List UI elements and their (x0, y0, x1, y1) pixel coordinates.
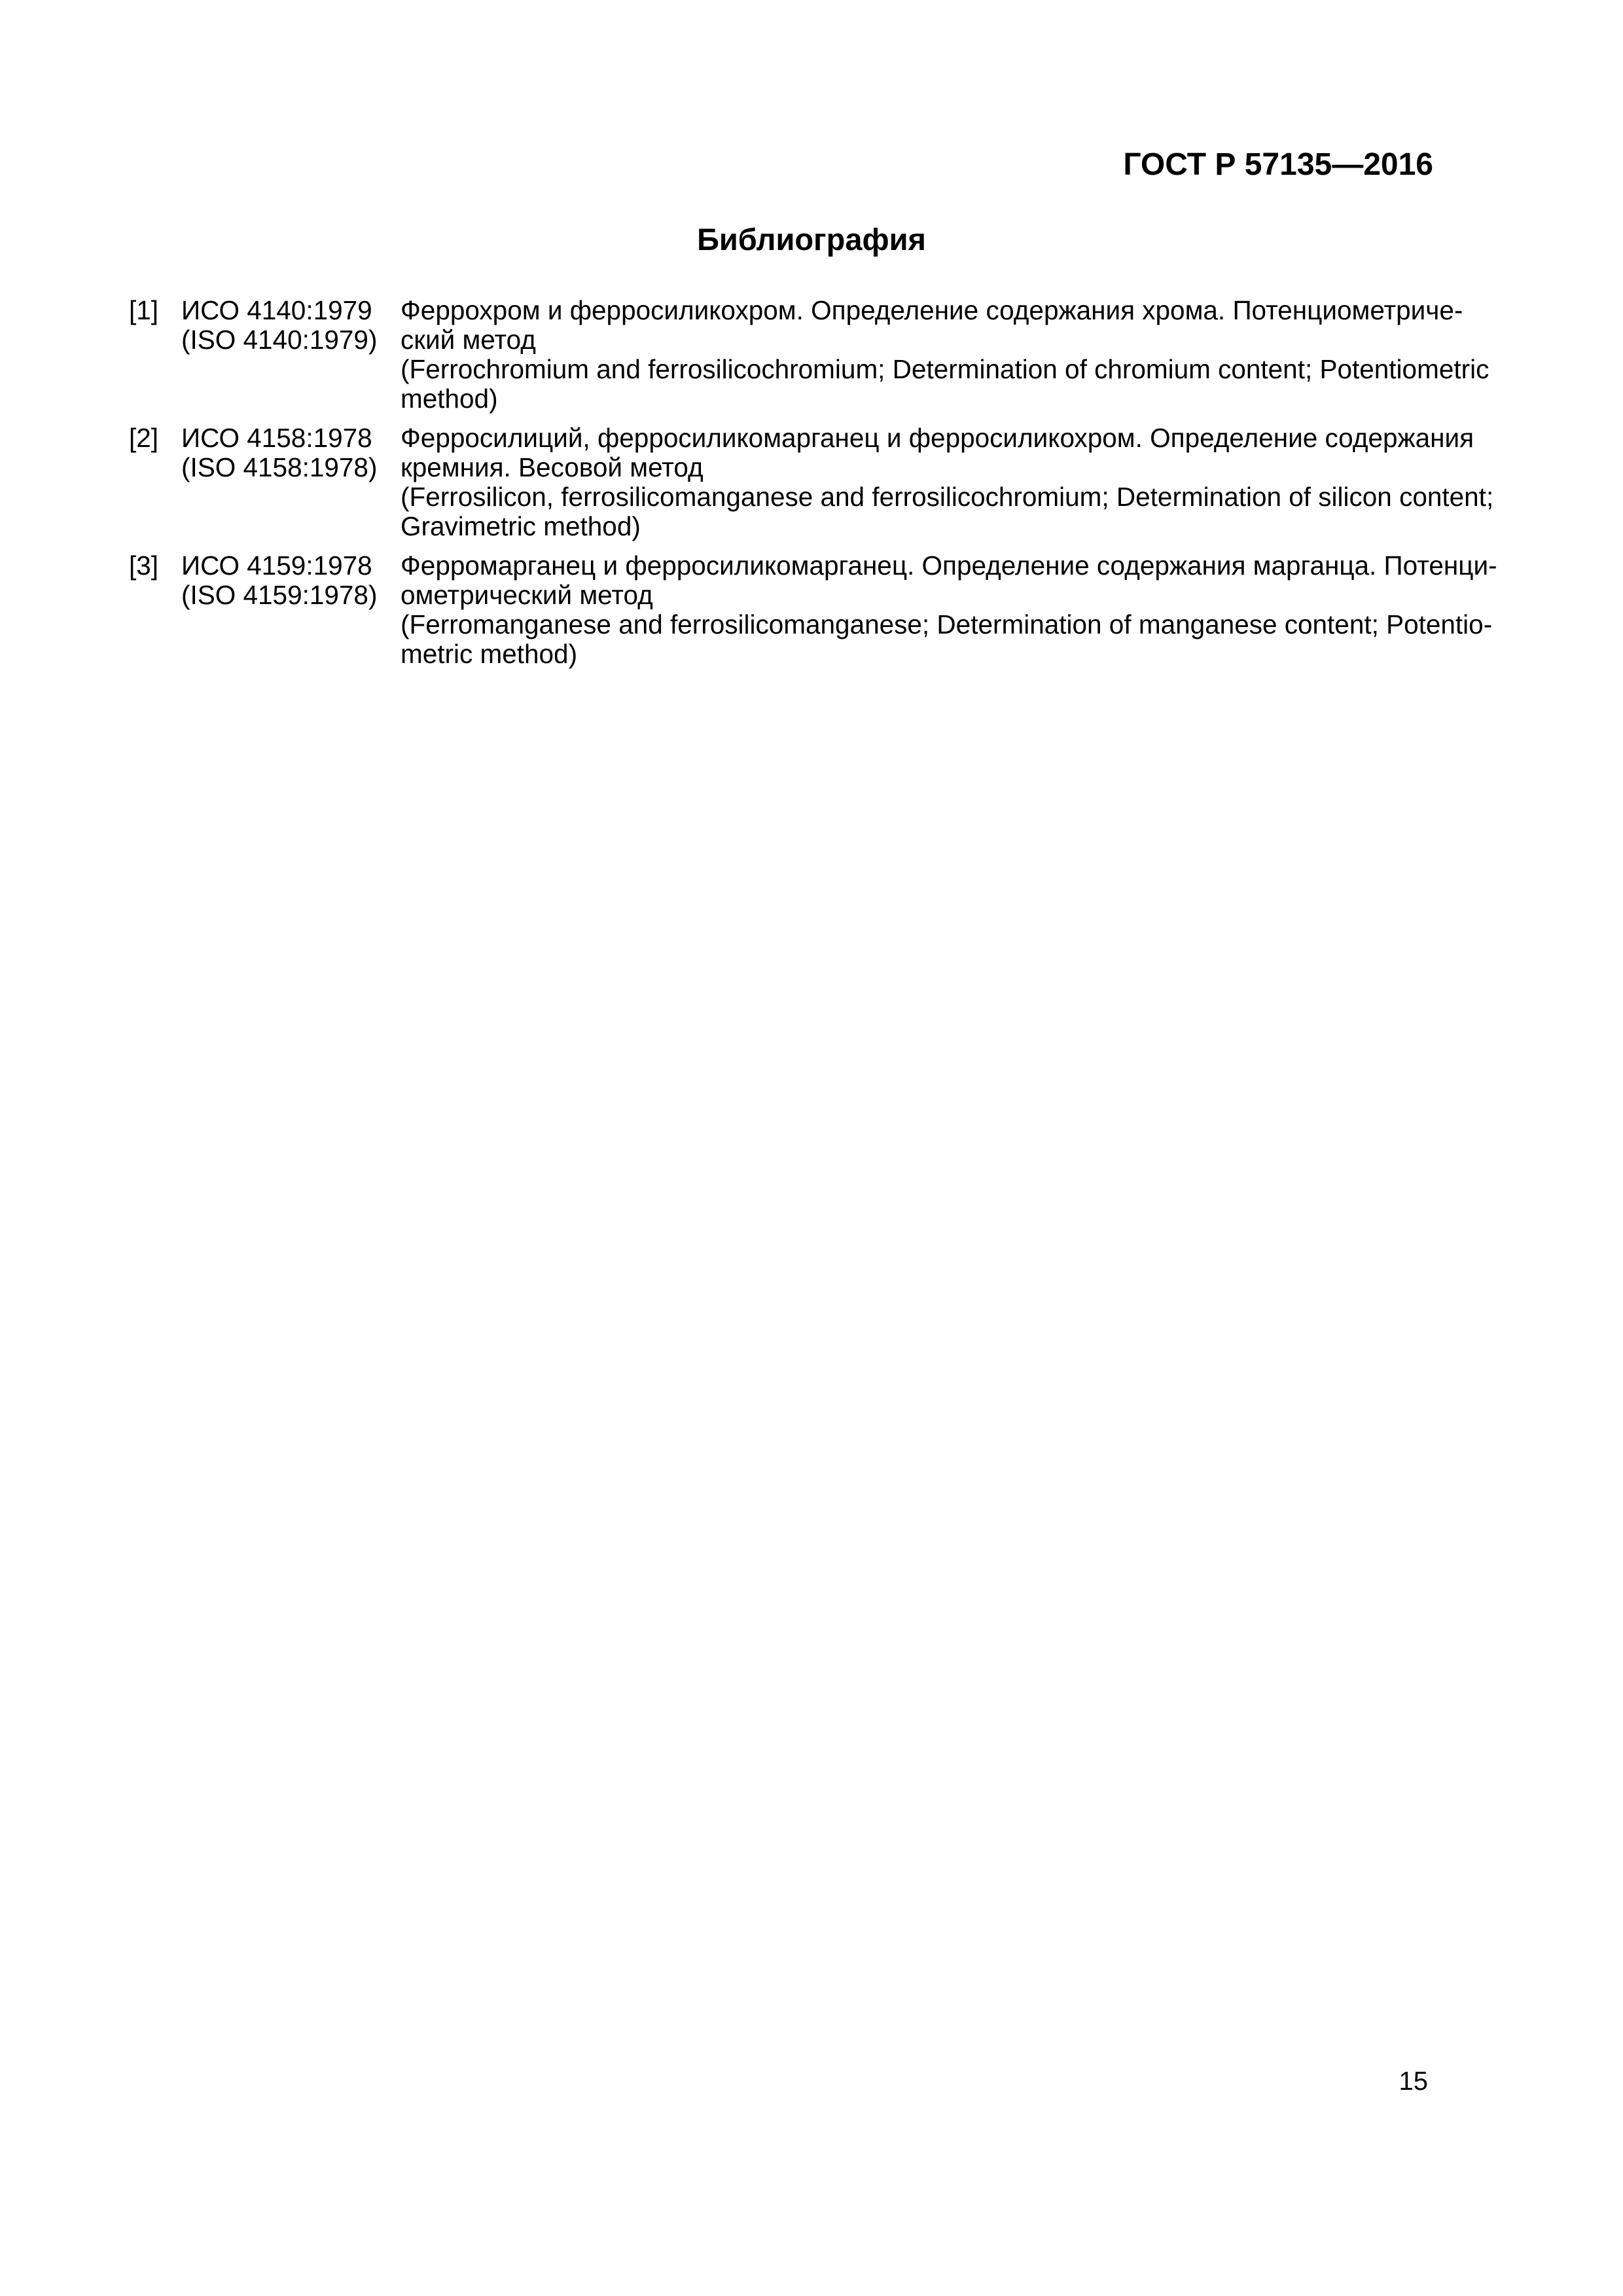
entry-description (401, 550, 1497, 669)
description-line: (Ferrochromium and ferrosilicochromium; Determination of chromium content; Potentiometric (401, 354, 1489, 384)
bibliography-entry (129, 295, 1489, 414)
entry-number: [2] (129, 423, 159, 453)
standard-ru: ИСО 4158:1978 (181, 423, 372, 453)
standard-reference (181, 296, 401, 414)
standard-reference (181, 423, 401, 541)
description-line: (Ferromanganese and ferrosilicomanganese; Determination of manganese content; Potentio- (401, 609, 1493, 639)
entry-number: [3] (129, 550, 159, 581)
bibliography-entry (129, 423, 1494, 541)
description-line: metric method) (401, 639, 578, 669)
description-line: Ферромарганец и ферросиликомарганец. Определение содержания марганца. Потенци- (401, 550, 1497, 581)
entry-description (401, 423, 1494, 541)
standard-ru: ИСО 4159:1978 (181, 550, 372, 581)
description-line: Ферросилиций, ферросиликомарганец и ферросиликохром. Определение содержания (401, 423, 1474, 453)
standard-reference (181, 551, 401, 669)
bibliography-entry (129, 550, 1497, 669)
description-line: (Ferrosilicon, ferrosilicomanganese and ferrosilicochromium; Determination of silicon content; (401, 482, 1494, 512)
description-line: кремния. Весовой метод (401, 452, 704, 482)
description-line: ометрический метод (401, 580, 653, 610)
standard-ru: ИСО 4140:1979 (181, 295, 372, 325)
description-line: Феррохром и ферросиликохром. Определение содержания хрома. Потенциометриче- (401, 295, 1463, 325)
page-number: 15 (1399, 2067, 1428, 2096)
entry-description (401, 295, 1489, 414)
standard-en: (ISO 4159:1978) (181, 580, 378, 610)
description-line: Gravimetric method) (401, 511, 641, 541)
description-line: method) (401, 384, 498, 414)
description-line: ский метод (401, 325, 536, 355)
document-code-header: ГОСТ Р 57135—2016 (1123, 147, 1433, 182)
standard-en: (ISO 4140:1979) (181, 325, 378, 355)
bibliography-list (129, 295, 1497, 679)
entry-number: [1] (129, 295, 159, 325)
standard-en: (ISO 4158:1978) (181, 452, 378, 482)
section-title: Библиография (697, 222, 926, 257)
